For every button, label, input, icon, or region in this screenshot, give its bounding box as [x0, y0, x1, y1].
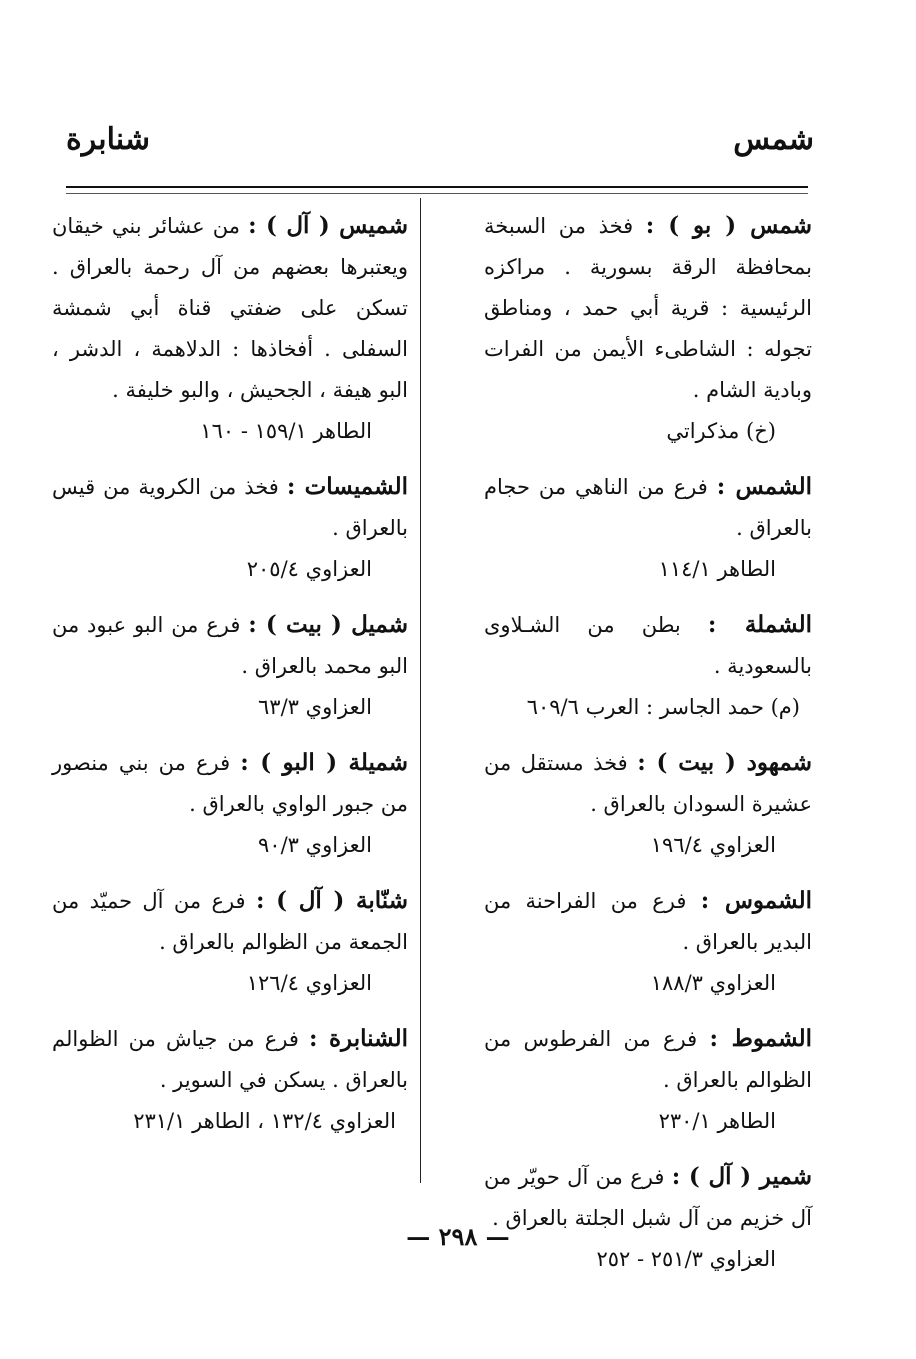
entry-reference: العزاوي ٢٠٥/٤ [246, 557, 372, 581]
entry [52, 466, 408, 590]
entry-text: فرع من الفرطوس من الظوالم بالعراق . [484, 1027, 812, 1092]
entry-headword: شمهود ( بيت ) : [637, 749, 812, 776]
left-column [52, 205, 408, 1156]
entry [52, 1018, 408, 1142]
entry-headword: شنّابة ( آل ) : [255, 887, 409, 914]
entry-headword: شميس ( آل ) : [248, 212, 408, 239]
entry-reference: العزاوي ٩٠/٣ [258, 833, 372, 857]
entry-text: فرع من الناهي من حجام بالعراق . [484, 475, 812, 540]
entry [484, 880, 812, 1004]
entry-headword: شمس ( بو ) : [645, 212, 812, 239]
entry-reference: العزاوي ١٣٢/٤ ، الطاهر ٢٣١/١ [133, 1109, 396, 1133]
entry-text: فخذ من السبخة بمحافظة الرقة بسورية . مراكزه الرئيسية : قرية أبي حمد ، ومناطق تجوله : الشاطىء الأيمن من الفرات وبادية الشام . [484, 214, 812, 402]
entry [484, 466, 812, 590]
entry [52, 205, 408, 452]
entry-headword: شميلة ( البو ) : [240, 749, 408, 776]
entry-reference: الطاهر ٢٣٠/١ [658, 1109, 776, 1133]
header-rule-thin [66, 193, 808, 194]
entry-headword: شمير ( آل ) : [671, 1163, 812, 1190]
entry-reference: (خ) مذكراتي [666, 419, 776, 443]
entry [484, 1018, 812, 1142]
entry-text: من عشائر بني خيقان ويعتبرها بعضهم من آل رحمة بالعراق . تسكن على ضفتي قناة أبي شمشة السفلى . أفخاذها : الدلاهمة ، الدشر ، البو هيفة ، الجحيش ، والبو خليفة . [52, 214, 408, 402]
entry-headword: الشمس : [716, 473, 812, 500]
entry-reference: العزاوي ١٢٦/٤ [246, 971, 372, 995]
entry [484, 742, 812, 866]
entry [484, 1156, 812, 1280]
entry [52, 880, 408, 1004]
entry-reference: (م) حمد الجاسر : العرب ٦٠٩/٦ [526, 695, 800, 719]
entry-text: فرع من الفراحنة من البدير بالعراق . [484, 889, 812, 954]
entry [52, 604, 408, 728]
entry-text: فرع من البو عبود من البو محمد بالعراق . [52, 613, 408, 678]
entry-headword: الشملة : [707, 611, 812, 638]
running-header-left: شنابرة [66, 122, 150, 157]
column-divider [420, 198, 421, 1183]
page-number: — ٢٩٨ — [406, 1222, 510, 1251]
entry-reference: العزاوي ٦٣/٣ [258, 695, 372, 719]
entry-text: فرع من جياش من الظوالم بالعراق . يسكن في السوير . [52, 1027, 408, 1092]
right-column [484, 205, 812, 1294]
entry-reference: الطاهر ١١٤/١ [658, 557, 776, 581]
entry-text: فرع من آل حميّد من الجمعة من الظوالم بالعراق . [52, 889, 408, 954]
entry-reference: العزاوي ١٨٨/٣ [650, 971, 776, 995]
entry-text: فرع من بني منصور من جبور الواوي بالعراق . [52, 751, 408, 816]
entry-headword: الشنابرة : [309, 1025, 408, 1052]
entry-text: بطن من الشـلاوى بالسعودية . [484, 613, 812, 678]
entry-text: فخذ مستقل من عشيرة السودان بالعراق . [484, 751, 812, 816]
entry-reference: العزاوي ٢٥١/٣ - ٢٥٢ [596, 1247, 776, 1271]
entry [484, 604, 812, 728]
entry-headword: شميل ( بيت ) : [248, 611, 408, 638]
entry [52, 742, 408, 866]
entry-headword: الشموس : [700, 887, 812, 914]
entry-headword: الشميسات : [286, 473, 408, 500]
entry-reference: العزاوي ١٩٦/٤ [650, 833, 776, 857]
running-header-right: شمس [733, 122, 814, 157]
entry-headword: الشموط : [709, 1025, 812, 1052]
entry-text: فرع من آل حويّر من آل خزيم من آل شبل الجلتة بالعراق . [484, 1165, 812, 1230]
entry [484, 205, 812, 452]
header-rule [66, 186, 808, 188]
entry-reference: الطاهر ١٥٩/١ - ١٦٠ [200, 419, 372, 443]
entry-text: فخذ من الكروية من قيس بالعراق . [52, 475, 408, 540]
